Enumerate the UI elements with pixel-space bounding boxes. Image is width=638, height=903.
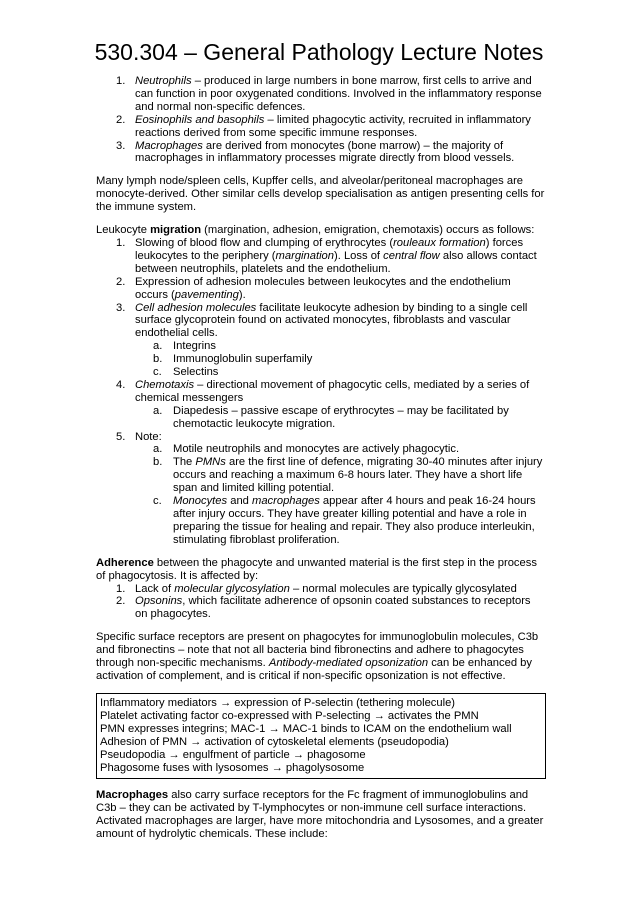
page-title: 530.304 – General Pathology Lecture Notes — [94, 39, 544, 65]
list-item — [96, 75, 546, 114]
list-number: 1. — [116, 236, 126, 249]
list-number: 1. — [116, 75, 126, 87]
term-emphasis: Neutrophils — [135, 75, 192, 87]
summary-line: Inflammatory mediators → expression of P-selectin (tethering molecule) — [100, 696, 456, 709]
list-item — [96, 114, 546, 140]
list-number: 2. — [116, 275, 126, 288]
list-item: 1. Lack of molecular glycosylation – normal molecules are typically glycosylated — [116, 582, 517, 595]
sub-list-item: c. Selectins — [153, 366, 219, 379]
list-text: are derived from monocytes (bone marrow) – the majority of macrophages in inflammatory processes migrate directly from blood vessels. — [135, 139, 515, 165]
summary-line: Pseudopodia → engulfment of particle → phagosome — [100, 748, 366, 761]
summary-line: Platelet activating factor co-expressed with P-selecting → activates the PMN — [100, 709, 479, 722]
summary-box — [96, 693, 546, 779]
list-item: 2. Opsonins, which facilitate adherence of opsonin coated substances to receptors on phagocytes. — [116, 595, 531, 621]
term-emphasis: Eosinophils and basophils — [135, 113, 265, 126]
summary-line: Adhesion of PMN → activation of cytoskeletal elements (pseudopodia) — [100, 735, 449, 748]
paragraph-lymph: Many lymph node/spleen cells, Kupffer cells, and alveolar/peritoneal macrophages are monocyte-derived. Other similar cells develop specialisation as antigen presenting cells for the immune system. — [96, 175, 545, 214]
sub-list-item: a. Motile neutrophils and monocytes are actively phagocytic. — [153, 443, 460, 456]
list-item: 3. Cell adhesion molecules facilitate leukocyte adhesion by binding to a single cell surface glycoprotein found on activated monocytes, fibroblasts and vascular endothelial cells. — [116, 301, 528, 340]
list-number: 2. — [116, 113, 126, 126]
term-bold: Adherence — [96, 556, 154, 569]
list-text: – limited phagocytic activity, recruited in inflammatory reactions derived from some specific immune responses. — [135, 113, 531, 139]
sub-list-item: a. Diapedesis – passive escape of erythrocytes – may be facilitated by chemotactic leukocyte migration. — [153, 404, 509, 430]
paragraph-adherence: Adherence between the phagocyte and unwanted material is the first step in the process of phagocytosis. It is affected by: — [96, 556, 537, 582]
paragraph-receptors: Specific surface receptors are present on phagocytes for immunoglobulin molecules, C3b and fibronectins – note that not all bacteria bind fibronectins and adhere to phagocytes through non-specific mechanisms. Antibody-mediated opsonization can be enhanced by activation of complement, and is critical if non-specific opsonization is not effective. — [96, 631, 539, 682]
document-body — [96, 75, 546, 851]
list-item — [96, 140, 546, 166]
sub-list-item: a. Integrins — [153, 340, 216, 353]
list-number: 3. — [116, 301, 126, 314]
summary-line: PMN expresses integrins; MAC-1 → MAC-1 binds to ICAM on the endothelium wall — [100, 722, 512, 735]
sub-list-item: c. Monocytes and macrophages appear after 4 hours and peak 16-24 hours after injury occurs. They have greater killing potential and have a role in preparing the tissue for healing and repair. They also produce interleukin, stimulating fibroblast proliferation. — [153, 495, 536, 546]
list-text: – produced in large numbers in bone marrow, first cells to arrive and can function in poor oxygenated conditions. Involved in the inflammatory response and normal non-specific defences. — [135, 75, 542, 113]
paragraph-macrophages: Macrophages also carry surface receptors for the Fc fragment of immunoglobulins and C3b – they can be activated by T-lymphocytes or non-immune cell surface interactions. Activated macrophages are larger, have more mitochondria and Lysosomes, and a greater amount of hydrolytic chemicals. These include: — [96, 788, 544, 840]
list-item: 4. Chemotaxis – directional movement of phagocytic cells, mediated by a series of chemical messengers — [116, 378, 530, 404]
sub-list-item: b. Immunoglobulin superfamily — [153, 353, 313, 366]
sub-list-item: b. The PMNs are the first line of defence, migrating 30-40 minutes after injury occurs and reaching a maximum 6-8 hours later. They have a short life span and limited killing potential. — [153, 456, 543, 495]
term-bold: Macrophages — [96, 788, 169, 801]
term-emphasis: Macrophages — [135, 139, 203, 152]
term-bold: migration — [150, 224, 202, 237]
list-item: 5. Note: — [116, 430, 162, 443]
list-number: 3. — [116, 139, 126, 152]
list-item: 1. Slowing of blood flow and clumping of erythrocytes (rouleaux formation) forces leukocytes to the periphery (margination). Loss of central flow also allows contact between neutrophils, platelets and the endothelium. — [116, 236, 537, 275]
summary-line: Phagosome fuses with lysosomes → phagolysosome — [100, 761, 365, 774]
list-item: 2. Expression of adhesion molecules between leukocytes and the endothelium occurs (pavementing). — [116, 275, 511, 301]
list-number: 5. — [116, 430, 126, 443]
paragraph-migration-intro: Leukocyte migration (margination, adhesion, emigration, chemotaxis) occurs as follows: — [96, 224, 535, 237]
list-number: 4. — [116, 378, 126, 391]
